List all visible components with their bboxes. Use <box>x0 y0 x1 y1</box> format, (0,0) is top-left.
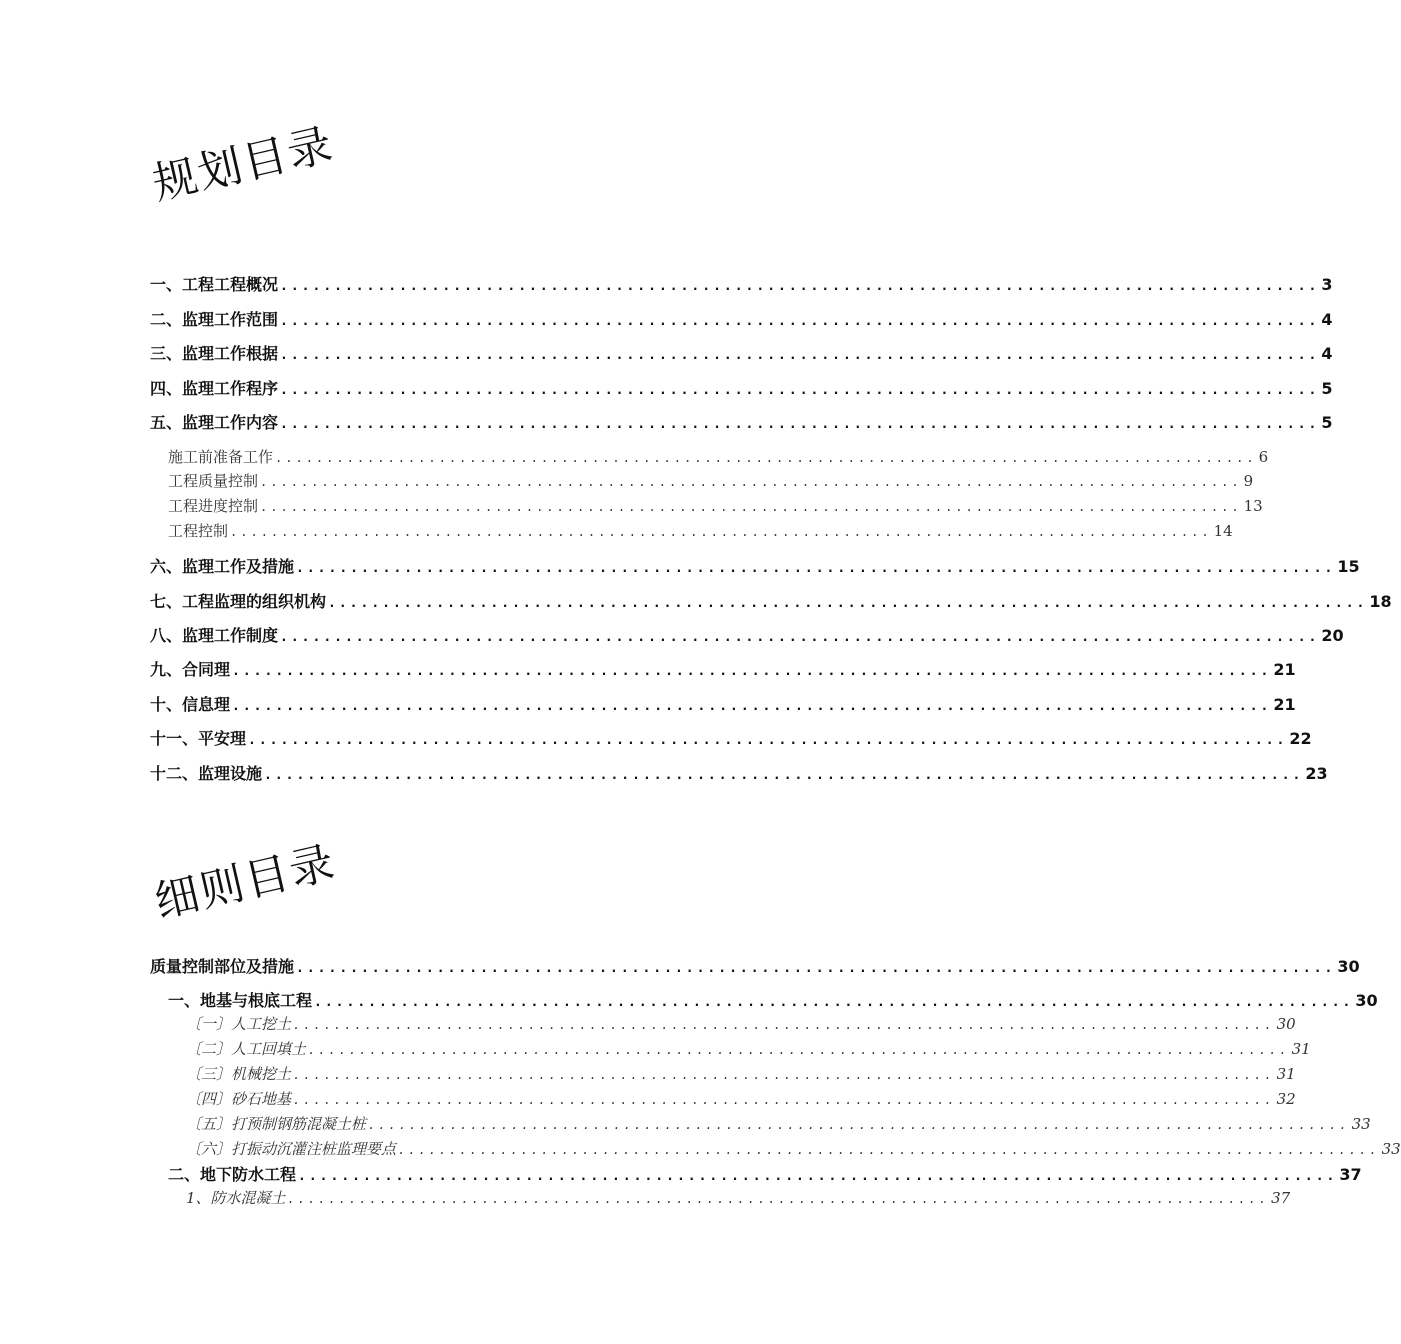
toc-entry-page: 5 <box>1321 379 1333 398</box>
toc-entry-label: 一、地基与根底工程 <box>168 991 313 1010</box>
toc-leader: ................................................................................................ <box>293 1093 1275 1107</box>
toc-leader: ................................................................................................ <box>314 995 1354 1010</box>
toc-leader: ................................................................................................ <box>328 596 1368 611</box>
toc-entry-label: 工程进度控制 <box>168 497 259 515</box>
toc-entry-page: 33 <box>1351 1115 1371 1133</box>
toc-leader: ................................................................................................ <box>280 630 1320 645</box>
toc-entry[interactable] <box>150 623 1344 646</box>
toc-entry-page: 21 <box>1273 660 1296 679</box>
toc-leader: ................................................................................................ <box>264 768 1304 783</box>
toc-entry[interactable] <box>150 692 1296 715</box>
toc-subentry[interactable] <box>186 1013 1296 1034</box>
toc-entry-label: 十二、监理设施 <box>150 764 263 783</box>
toc-subentry[interactable] <box>168 446 1269 467</box>
toc-entry-page: 30 <box>1337 957 1360 976</box>
toc-leader: ................................................................................................ <box>248 733 1288 748</box>
toc-subentry[interactable] <box>186 1038 1311 1059</box>
toc-entry-page: 18 <box>1369 592 1392 611</box>
toc-entry[interactable] <box>150 589 1392 612</box>
toc-subentry[interactable] <box>168 520 1233 541</box>
toc-entry-page: 3 <box>1321 275 1333 294</box>
toc-entry-label: 工程控制 <box>168 522 229 540</box>
toc-entry-label: 三、监理工作根据 <box>150 344 279 363</box>
toc-leader: ................................................................................................ <box>275 451 1257 465</box>
toc-entry-label: 四、监理工作程序 <box>150 379 279 398</box>
toc-entry-page: 14 <box>1213 522 1233 540</box>
toc-leader: ................................................................................................ <box>398 1143 1380 1157</box>
toc-entry-label: 一、工程工程概况 <box>150 275 279 294</box>
toc-entry-page: 30 <box>1276 1015 1296 1033</box>
toc-entry-label: 十一、平安理 <box>150 729 247 748</box>
toc-leader: ................................................................................................ <box>232 699 1272 714</box>
toc-leader: ................................................................................................ <box>298 1169 1338 1184</box>
toc-entry[interactable] <box>150 554 1360 577</box>
toc-entry-label: 六、监理工作及措施 <box>150 557 295 576</box>
toc-entry-page: 31 <box>1291 1040 1311 1058</box>
toc-leader: ................................................................................................ <box>296 561 1336 576</box>
toc-leader: ................................................................................................ <box>293 1018 1275 1032</box>
toc-entry-page: 31 <box>1276 1065 1296 1083</box>
toc-entry-page: 21 <box>1273 695 1296 714</box>
toc-entry-label: 七、工程监理的组织机构 <box>150 592 327 611</box>
toc-entry[interactable] <box>150 376 1333 399</box>
toc-entry-page: 5 <box>1321 413 1333 432</box>
toc-subentry[interactable] <box>186 1088 1296 1109</box>
toc-subentry[interactable] <box>186 1113 1371 1134</box>
toc-entry[interactable] <box>150 726 1312 749</box>
toc-entry-label: 十、信息理 <box>150 695 231 714</box>
toc-entry-label: 九、合同理 <box>150 660 231 679</box>
toc-leader: ................................................................................................ <box>308 1043 1290 1057</box>
toc-entry-label: 五、监理工作内容 <box>150 413 279 432</box>
toc-entry-label: 二、地下防水工程 <box>168 1165 297 1184</box>
toc-entry-label: 〔三〕机械挖土 <box>186 1065 292 1083</box>
toc-entry-label: 〔二〕人工回填土 <box>186 1040 307 1058</box>
toc-entry-label: 〔四〕砂石地基 <box>186 1090 292 1108</box>
toc-entry-page: 20 <box>1321 626 1344 645</box>
toc-entry-label: 〔六〕打振动沉灌注桩监理要点 <box>186 1140 397 1158</box>
toc-entry-label: 二、监理工作范围 <box>150 310 279 329</box>
toc-leader: ................................................................................................ <box>280 314 1320 329</box>
toc-entry[interactable] <box>168 988 1378 1011</box>
toc-entry-label: 〔一〕人工挖土 <box>186 1015 292 1033</box>
toc-subentry[interactable] <box>168 495 1263 516</box>
toc-entry[interactable] <box>150 410 1333 433</box>
plan-toc-heading: 规划目录 <box>148 118 339 211</box>
toc-entry-page: 37 <box>1271 1189 1291 1207</box>
toc-entry-page: 6 <box>1258 448 1269 466</box>
toc-entry[interactable] <box>168 1162 1362 1185</box>
toc-leader: ................................................................................................ <box>287 1192 1270 1206</box>
toc-leader: ................................................................................................ <box>260 500 1242 514</box>
toc-leader: ................................................................................................ <box>260 475 1242 489</box>
toc-leader: ................................................................................................ <box>230 525 1212 539</box>
toc-leader: ................................................................................................ <box>280 417 1320 432</box>
toc-leader: ................................................................................................ <box>296 961 1336 976</box>
toc-entry[interactable] <box>150 954 1360 977</box>
toc-entry-page: 32 <box>1276 1090 1296 1108</box>
toc-entry-page: 13 <box>1243 497 1263 515</box>
toc-entry-label: 工程质量控制 <box>168 472 259 490</box>
toc-entry-label: 1、防水混凝土 <box>186 1189 286 1207</box>
toc-entry-page: 9 <box>1243 472 1254 490</box>
toc-subentry[interactable] <box>186 1187 1291 1208</box>
toc-entry-label: 〔五〕打预制钢筋混凝土桩 <box>186 1115 367 1133</box>
toc-entry-page: 4 <box>1321 344 1333 363</box>
toc-entry-page: 22 <box>1289 729 1312 748</box>
toc-entry-label: 施工前准备工作 <box>168 448 274 466</box>
toc-leader: ................................................................................................ <box>368 1118 1350 1132</box>
toc-entry-page: 23 <box>1305 764 1328 783</box>
toc-entry[interactable] <box>150 307 1333 330</box>
toc-entry-label: 质量控制部位及措施 <box>150 957 295 976</box>
toc-entry[interactable] <box>150 761 1328 784</box>
detail-toc-heading: 细则目录 <box>150 836 341 929</box>
toc-entry-page: 15 <box>1337 557 1360 576</box>
toc-subentry[interactable] <box>186 1138 1401 1159</box>
toc-subentry[interactable] <box>168 470 1254 491</box>
toc-leader: ................................................................................................ <box>293 1068 1275 1082</box>
toc-entry[interactable] <box>150 657 1296 680</box>
toc-entry-label: 八、监理工作制度 <box>150 626 279 645</box>
toc-entry-page: 37 <box>1339 1165 1362 1184</box>
toc-entry[interactable] <box>150 272 1333 295</box>
toc-leader: ................................................................................................ <box>232 664 1272 679</box>
toc-subentry[interactable] <box>186 1063 1296 1084</box>
toc-leader: ................................................................................................ <box>280 383 1320 398</box>
toc-leader: ................................................................................................ <box>280 279 1320 294</box>
toc-entry-page: 33 <box>1381 1140 1401 1158</box>
toc-entry-page: 4 <box>1321 310 1333 329</box>
toc-leader: ................................................................................................ <box>280 348 1320 363</box>
toc-entry[interactable] <box>150 341 1333 364</box>
toc-entry-page: 30 <box>1355 991 1378 1010</box>
